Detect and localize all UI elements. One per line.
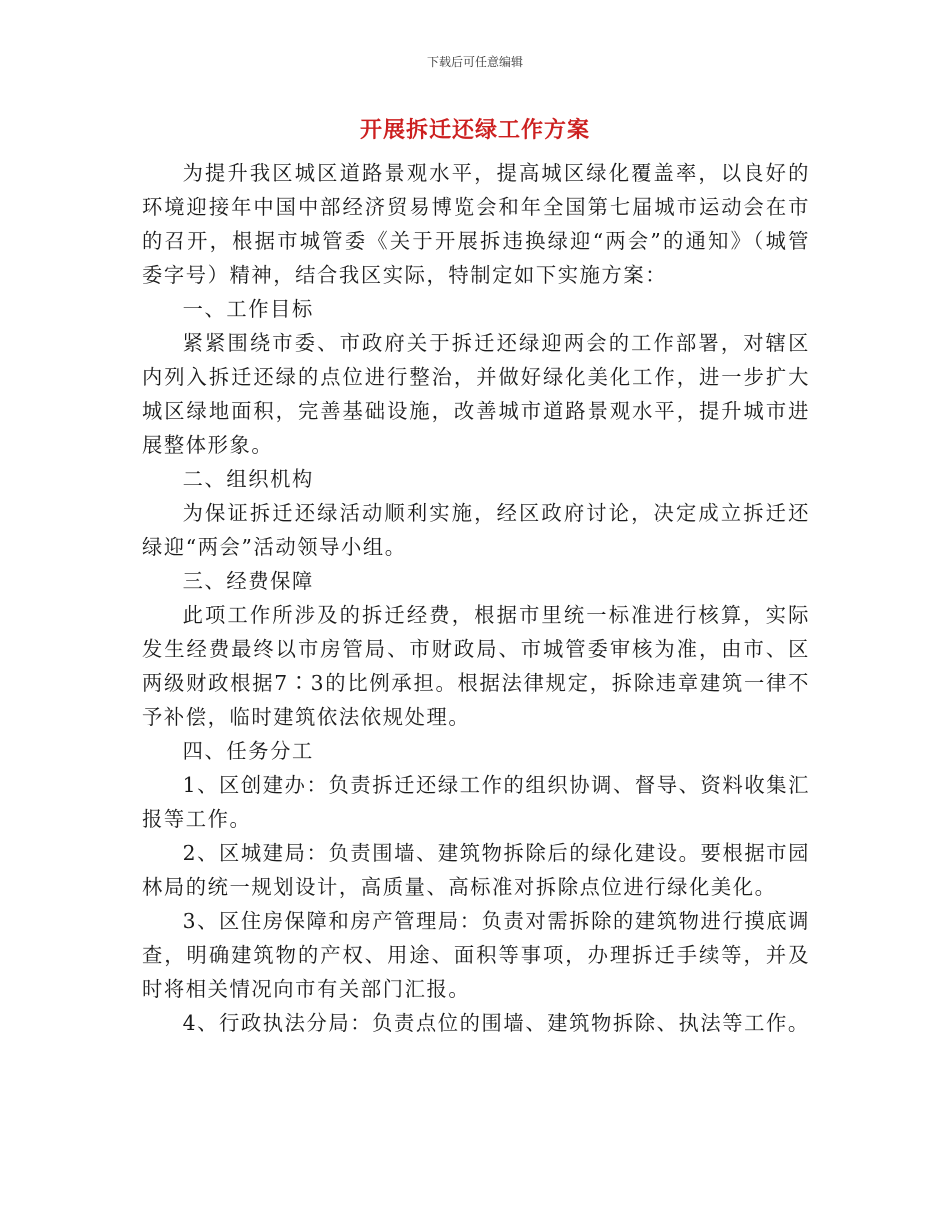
task-item-3: 3、区住房保障和房产管理局：负责对需拆除的建筑物进行摸底调查，明确建筑物的产权、用途、面积等事项，办理拆迁手续等，并及时将相关情况向市有关部门汇报。 — [142, 909, 810, 1001]
task-item-1: 1、区创建办：负责拆迁还绿工作的组织协调、督导、资料收集汇报等工作。 — [142, 773, 810, 831]
paragraph-intro: 为提升我区城区道路景观水平，提高城区绿化覆盖率，以良好的环境迎接年中国中部经济贸易博览会和年全国第七届城市运动会在市的召开，根据市城管委《关于开展拆违换绿迎“两会”的通知》（城管委字号）精神，结合我区实际，特制定如下实施方案： — [142, 161, 810, 287]
task-item-4: 4、行政执法分局：负责点位的围墙、建筑物拆除、执法等工作。 — [182, 1011, 810, 1035]
document-body — [142, 156, 810, 1040]
task-item-2: 2、区城建局：负责围墙、建筑物拆除后的绿化建设。要根据市园林局的统一规划设计，高质量、高标准对拆除点位进行绿化美化。 — [142, 841, 810, 899]
section-heading-goal: 一、工作目标 — [182, 297, 314, 321]
section-heading-tasks: 四、任务分工 — [182, 739, 314, 763]
section-heading-organization: 二、组织机构 — [182, 467, 314, 491]
paragraph-goal: 紧紧围绕市委、市政府关于拆迁还绿迎两会的工作部署，对辖区内列入拆迁还绿的点位进行整治，并做好绿化美化工作，进一步扩大城区绿地面积，完善基础设施，改善城市道路景观水平，提升城市进展整体形象。 — [142, 331, 810, 457]
header-note: 下载后可任意编辑 — [426, 55, 523, 69]
section-heading-funding: 三、经费保障 — [182, 569, 314, 593]
paragraph-funding: 此项工作所涉及的拆迁经费，根据市里统一标准进行核算，实际发生经费最终以市房管局、市财政局、市城管委审核为准，由市、区两级财政根据7∶3的比例承担。根据法律规定，拆除违章建筑一律不予补偿，临时建筑依法依规处理。 — [142, 603, 810, 729]
paragraph-organization: 为保证拆迁还绿活动顺利实施，经区政府讨论，决定成立拆迁还绿迎“两会”活动领导小组。 — [142, 501, 810, 559]
document-title: 开展拆迁还绿工作方案 — [359, 118, 590, 143]
